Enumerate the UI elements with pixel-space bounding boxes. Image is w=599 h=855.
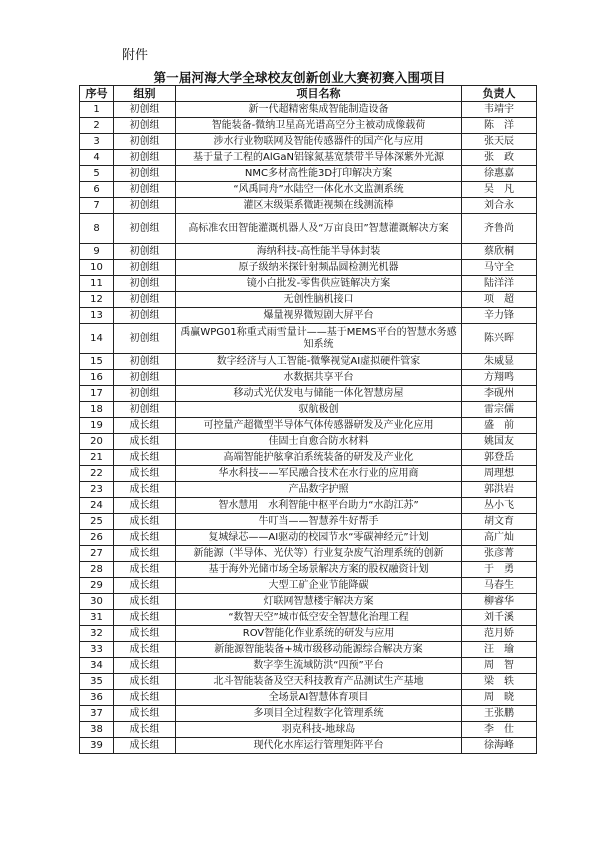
table-row <box>80 450 537 466</box>
cell-group: 成长组 <box>114 514 176 530</box>
cell-no: 15 <box>80 354 114 370</box>
cell-no: 33 <box>80 642 114 658</box>
cell-no: 11 <box>80 276 114 292</box>
cell-group: 初创组 <box>114 370 176 386</box>
cell-name: 无创性脑机接口 <box>176 292 462 308</box>
cell-no: 10 <box>80 260 114 276</box>
cell-name: 全场景AI智慧体育项目 <box>176 690 462 706</box>
cell-group: 初创组 <box>114 182 176 198</box>
cell-group: 初创组 <box>114 324 176 354</box>
cell-no: 18 <box>80 402 114 418</box>
cell-name: 禹赢WPG01称重式雨雪量计——基于MEMS平台的智慧水务感知系统 <box>176 324 462 354</box>
cell-name: “风禹同舟”水陆空一体化水文监测系统 <box>176 182 462 198</box>
cell-no: 7 <box>80 198 114 214</box>
cell-owner: 周 晓 <box>462 690 537 706</box>
cell-name: 现代化水库运行管理矩阵平台 <box>176 738 462 754</box>
header-name: 项目名称 <box>176 86 462 102</box>
cell-owner: 范月娇 <box>462 626 537 642</box>
cell-owner: 韦靖宇 <box>462 102 537 118</box>
cell-owner: 郭登岳 <box>462 450 537 466</box>
cell-owner: 郭洪岩 <box>462 482 537 498</box>
cell-owner: 姚国友 <box>462 434 537 450</box>
table-row <box>80 658 537 674</box>
cell-no: 24 <box>80 498 114 514</box>
cell-owner: 吴 凡 <box>462 182 537 198</box>
cell-no: 37 <box>80 706 114 722</box>
cell-name: 驭航极创 <box>176 402 462 418</box>
cell-owner: 陆洋洋 <box>462 276 537 292</box>
table-row <box>80 418 537 434</box>
cell-no: 35 <box>80 674 114 690</box>
cell-group: 成长组 <box>114 418 176 434</box>
cell-name: NMC多材高性能3D打印解决方案 <box>176 166 462 182</box>
table-row <box>80 102 537 118</box>
cell-group: 初创组 <box>114 292 176 308</box>
cell-no: 21 <box>80 450 114 466</box>
table-row <box>80 276 537 292</box>
table-row <box>80 354 537 370</box>
cell-name: 新一代超精密集成智能制造设备 <box>176 102 462 118</box>
attachment-label: 附件 <box>122 48 149 63</box>
cell-owner: 李 仕 <box>462 722 537 738</box>
cell-name: 牛叮当——智慧养牛好帮手 <box>176 514 462 530</box>
table-row <box>80 482 537 498</box>
cell-no: 12 <box>80 292 114 308</box>
cell-name: “数智天空”城市低空安全智慧化治理工程 <box>176 610 462 626</box>
cell-owner: 汪 瑜 <box>462 642 537 658</box>
cell-group: 初创组 <box>114 354 176 370</box>
cell-owner: 徐惠嘉 <box>462 166 537 182</box>
table-row <box>80 434 537 450</box>
cell-name: 原子级纳米探针射频晶圆检测光机器 <box>176 260 462 276</box>
cell-owner: 张天辰 <box>462 134 537 150</box>
cell-name: 华水科技——军民融合技术在水行业的应用商 <box>176 466 462 482</box>
cell-name: 北斗智能装备及空天科技教育产品测试生产基地 <box>176 674 462 690</box>
cell-name: 灯联网智慧楼宇解决方案 <box>176 594 462 610</box>
table-row <box>80 134 537 150</box>
cell-group: 初创组 <box>114 102 176 118</box>
cell-name: 数字孪生流域防洪“四预”平台 <box>176 658 462 674</box>
cell-no: 9 <box>80 244 114 260</box>
cell-owner: 胡文育 <box>462 514 537 530</box>
table-row <box>80 182 537 198</box>
cell-owner: 梁 轶 <box>462 674 537 690</box>
cell-group: 初创组 <box>114 244 176 260</box>
cell-group: 初创组 <box>114 118 176 134</box>
cell-no: 6 <box>80 182 114 198</box>
cell-group: 成长组 <box>114 706 176 722</box>
cell-no: 29 <box>80 578 114 594</box>
table-row <box>80 706 537 722</box>
cell-owner: 蔡欣桐 <box>462 244 537 260</box>
header-no: 序号 <box>80 86 114 102</box>
cell-name: ROV智能化作业系统的研发与应用 <box>176 626 462 642</box>
table-row <box>80 530 537 546</box>
cell-owner: 刘千溪 <box>462 610 537 626</box>
cell-owner: 周 智 <box>462 658 537 674</box>
cell-no: 30 <box>80 594 114 610</box>
cell-no: 39 <box>80 738 114 754</box>
table-row <box>80 642 537 658</box>
table-row <box>80 466 537 482</box>
cell-owner: 项 超 <box>462 292 537 308</box>
cell-owner: 刘合永 <box>462 198 537 214</box>
cell-group: 成长组 <box>114 658 176 674</box>
cell-owner: 徐海峰 <box>462 738 537 754</box>
cell-name: 新能源智能装备+城市级移动能源综合解决方案 <box>176 642 462 658</box>
cell-group: 初创组 <box>114 276 176 292</box>
cell-group: 初创组 <box>114 198 176 214</box>
header-owner: 负责人 <box>462 86 537 102</box>
cell-owner: 李砚州 <box>462 386 537 402</box>
cell-group: 成长组 <box>114 530 176 546</box>
cell-group: 成长组 <box>114 642 176 658</box>
cell-no: 16 <box>80 370 114 386</box>
cell-no: 26 <box>80 530 114 546</box>
cell-group: 成长组 <box>114 450 176 466</box>
cell-name: 数字经济与人工智能-微擎视觉AI虚拟硬件管家 <box>176 354 462 370</box>
cell-name: 新能源（半导体、光伏等）行业复杂废气治理系统的创新 <box>176 546 462 562</box>
cell-no: 4 <box>80 150 114 166</box>
table-row <box>80 370 537 386</box>
cell-group: 成长组 <box>114 722 176 738</box>
cell-group: 成长组 <box>114 466 176 482</box>
table-row <box>80 260 537 276</box>
cell-owner: 于 勇 <box>462 562 537 578</box>
cell-no: 19 <box>80 418 114 434</box>
table-row <box>80 722 537 738</box>
cell-name: 佳固士自愈合防水材料 <box>176 434 462 450</box>
table-row <box>80 674 537 690</box>
table-row <box>80 166 537 182</box>
table-row <box>80 546 537 562</box>
cell-name: 大型工矿企业节能降碳 <box>176 578 462 594</box>
cell-owner: 陈兴晖 <box>462 324 537 354</box>
cell-no: 25 <box>80 514 114 530</box>
table-row <box>80 386 537 402</box>
cell-owner: 张彦菁 <box>462 546 537 562</box>
cell-group: 成长组 <box>114 674 176 690</box>
cell-name: 羽克科技-地球岛 <box>176 722 462 738</box>
cell-name: 产品数字护照 <box>176 482 462 498</box>
table-row <box>80 324 537 354</box>
table-row <box>80 292 537 308</box>
table-header-row <box>80 86 537 102</box>
cell-no: 14 <box>80 324 114 354</box>
cell-no: 34 <box>80 658 114 674</box>
cell-group: 成长组 <box>114 690 176 706</box>
cell-group: 初创组 <box>114 386 176 402</box>
cell-name: 多项目全过程数字化管理系统 <box>176 706 462 722</box>
cell-group: 成长组 <box>114 546 176 562</box>
cell-group: 成长组 <box>114 482 176 498</box>
table-row <box>80 514 537 530</box>
project-table <box>79 85 537 754</box>
table-row <box>80 562 537 578</box>
cell-owner: 陈 洋 <box>462 118 537 134</box>
page-title: 第一届河海大学全球校友创新创业大赛初赛入围项目 <box>153 70 446 85</box>
cell-no: 20 <box>80 434 114 450</box>
cell-group: 成长组 <box>114 434 176 450</box>
cell-name: 涉水行业物联网及智能传感器件的国产化与应用 <box>176 134 462 150</box>
table-row <box>80 308 537 324</box>
table-row <box>80 498 537 514</box>
cell-no: 5 <box>80 166 114 182</box>
cell-no: 13 <box>80 308 114 324</box>
cell-group: 成长组 <box>114 626 176 642</box>
cell-owner: 高广灿 <box>462 530 537 546</box>
cell-name: 智水慧用 水利智能中枢平台助力“水韵江苏” <box>176 498 462 514</box>
cell-name: 基于海外光储市场全场景解决方案的股权融资计划 <box>176 562 462 578</box>
table-row <box>80 198 537 214</box>
cell-name: 移动式光伏发电与储能一体化智慧房屋 <box>176 386 462 402</box>
cell-group: 成长组 <box>114 562 176 578</box>
table-row <box>80 214 537 244</box>
cell-no: 23 <box>80 482 114 498</box>
cell-no: 2 <box>80 118 114 134</box>
cell-no: 1 <box>80 102 114 118</box>
cell-no: 28 <box>80 562 114 578</box>
cell-owner: 齐鲁尚 <box>462 214 537 244</box>
cell-owner: 张 政 <box>462 150 537 166</box>
cell-owner: 柳睿华 <box>462 594 537 610</box>
cell-name: 高端智能护舷拿泊系统装备的研发及产业化 <box>176 450 462 466</box>
cell-group: 初创组 <box>114 308 176 324</box>
cell-owner: 辛力锋 <box>462 308 537 324</box>
cell-no: 17 <box>80 386 114 402</box>
cell-owner: 朱威显 <box>462 354 537 370</box>
cell-name: 镜小白批发-零售供应链解决方案 <box>176 276 462 292</box>
table-row <box>80 244 537 260</box>
table-row <box>80 402 537 418</box>
cell-no: 8 <box>80 214 114 244</box>
table-row <box>80 594 537 610</box>
cell-owner: 马春生 <box>462 578 537 594</box>
cell-owner: 丛小飞 <box>462 498 537 514</box>
cell-no: 31 <box>80 610 114 626</box>
cell-group: 成长组 <box>114 498 176 514</box>
cell-owner: 马守全 <box>462 260 537 276</box>
cell-group: 初创组 <box>114 150 176 166</box>
table-row <box>80 578 537 594</box>
cell-no: 27 <box>80 546 114 562</box>
cell-group: 初创组 <box>114 166 176 182</box>
cell-no: 36 <box>80 690 114 706</box>
cell-name: 爆量视界微短剧大屏平台 <box>176 308 462 324</box>
cell-group: 初创组 <box>114 134 176 150</box>
header-group: 组别 <box>114 86 176 102</box>
cell-name: 灌区末级渠系微距视频在线测流棒 <box>176 198 462 214</box>
cell-no: 38 <box>80 722 114 738</box>
cell-group: 成长组 <box>114 594 176 610</box>
table-row <box>80 150 537 166</box>
cell-owner: 方翔鸣 <box>462 370 537 386</box>
cell-no: 3 <box>80 134 114 150</box>
cell-owner: 周理想 <box>462 466 537 482</box>
cell-owner: 盛 前 <box>462 418 537 434</box>
table-row <box>80 610 537 626</box>
cell-name: 水数据共享平台 <box>176 370 462 386</box>
table-row <box>80 118 537 134</box>
cell-group: 初创组 <box>114 260 176 276</box>
table-row <box>80 626 537 642</box>
cell-name: 基于量子工程的AlGaN铝镓氮基宽禁带半导体深紫外光源 <box>176 150 462 166</box>
cell-name: 复城绿芯——AI驱动的校园节水“零碳神经元”计划 <box>176 530 462 546</box>
cell-owner: 雷宗儒 <box>462 402 537 418</box>
cell-no: 22 <box>80 466 114 482</box>
cell-group: 成长组 <box>114 738 176 754</box>
cell-name: 海纳科技-高性能半导体封装 <box>176 244 462 260</box>
cell-name: 高标准农田智能灌溉机器人及“万亩良田”智慧灌溉解决方案 <box>176 214 462 244</box>
cell-group: 初创组 <box>114 402 176 418</box>
table-row <box>80 690 537 706</box>
cell-group: 成长组 <box>114 610 176 626</box>
table-row <box>80 738 537 754</box>
cell-name: 可控量产超微型半导体气体传感器研发及产业化应用 <box>176 418 462 434</box>
cell-group: 成长组 <box>114 578 176 594</box>
cell-owner: 王张鹏 <box>462 706 537 722</box>
cell-no: 32 <box>80 626 114 642</box>
cell-name: 智能装备-微纳卫星高光谱高空分主被动成像载荷 <box>176 118 462 134</box>
cell-group: 初创组 <box>114 214 176 244</box>
